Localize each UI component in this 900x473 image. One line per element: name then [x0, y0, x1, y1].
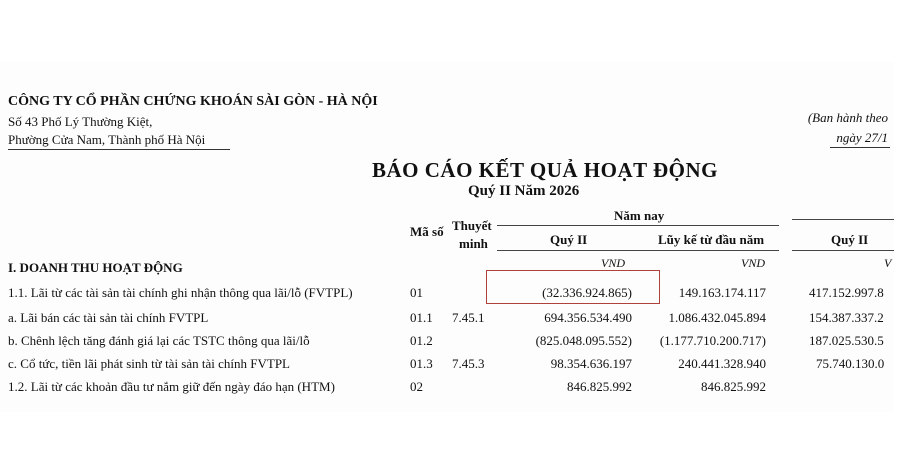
row-code: 02 [410, 379, 423, 394]
header-bottom-rule [497, 250, 779, 251]
group-header-rule [497, 225, 779, 226]
row-quarter-value: 846.825.992 [567, 379, 632, 394]
section-heading: I. DOANH THU HOẠT ĐỘNG [8, 260, 183, 275]
row-label: c. Cổ tức, tiền lãi phát sinh từ tài sản tài chính FVTPL [8, 356, 290, 371]
row-code: 01.1 [410, 310, 433, 325]
row-prev-value: 187.025.530.5 [809, 333, 884, 348]
company-address-line1: Số 43 Phố Lý Thường Kiệt, [8, 114, 153, 129]
row-ytd-value: 149.163.174.117 [678, 285, 766, 300]
report-title: BÁO CÁO KẾT QUẢ HOẠT ĐỘNG [372, 158, 719, 182]
column-header-note-line1: Thuyết [452, 218, 492, 233]
row-note: 7.45.3 [452, 356, 485, 371]
row-prev-value: 75.740.130.0 [816, 356, 885, 371]
unit-prev: V [884, 256, 892, 270]
row-ytd-value: 846.825.992 [701, 379, 766, 394]
row-ytd-value: (1.177.710.200.717) [659, 333, 766, 348]
row-code: 01 [410, 285, 423, 300]
unit-quarter: VND [601, 256, 625, 270]
company-address-line2: Phường Cửa Nam, Thành phố Hà Nội [8, 132, 206, 147]
report-period: Quý II Năm 2026 [468, 183, 580, 199]
row-ytd-value: 1.086.432.045.894 [668, 310, 766, 325]
highlight-box [486, 270, 660, 304]
row-note: 7.45.1 [452, 310, 485, 325]
cropped-row-fragment [672, 405, 782, 412]
regulation-line2: ngày 27/1 [836, 130, 888, 145]
row-quarter-value: 98.354.636.197 [550, 356, 632, 371]
unit-ytd: VND [741, 256, 765, 270]
row-label: 1.1. Lãi từ các tài sản tài chính ghi nhận thông qua lãi/lỗ (FVTPL) [8, 285, 353, 300]
prev-group-header-rule [792, 219, 894, 220]
address-underline [8, 149, 230, 150]
regulation-line1: (Ban hành theo [807, 110, 888, 125]
document-page [0, 62, 894, 412]
column-header-ytd: Lũy kế từ đầu năm [658, 232, 765, 247]
row-ytd-value: 240.441.328.940 [678, 356, 766, 371]
row-label: a. Lãi bán các tài sản tài chính FVTPL [8, 310, 209, 325]
group-header-current-year: Năm nay [614, 208, 665, 223]
column-header-code: Mã số [410, 224, 444, 239]
row-quarter-value: (825.048.095.552) [535, 333, 632, 348]
prev-header-bottom-rule [792, 250, 894, 251]
row-code: 01.3 [410, 356, 433, 371]
column-header-prev-quarter: Quý II [831, 232, 869, 247]
row-label: b. Chênh lệch tăng đánh giá lại các TSTC thông qua lãi/lỗ [8, 333, 310, 348]
row-prev-value: 154.387.337.2 [809, 310, 884, 325]
regulation-underline [830, 147, 890, 148]
row-quarter-value: (32.336.924.865) [542, 285, 632, 300]
row-code: 01.2 [410, 333, 433, 348]
company-name: CÔNG TY CỔ PHẦN CHỨNG KHOÁN SÀI GÒN - HÀ NỘI [8, 94, 378, 109]
row-label: 1.2. Lãi từ các khoản đầu tư nắm giữ đến ngày đáo hạn (HTM) [8, 379, 335, 394]
row-quarter-value: 694.356.534.490 [544, 310, 632, 325]
column-header-note-line2: minh [459, 236, 488, 251]
row-prev-value: 417.152.997.8 [809, 285, 884, 300]
column-header-quarter: Quý II [550, 232, 588, 247]
